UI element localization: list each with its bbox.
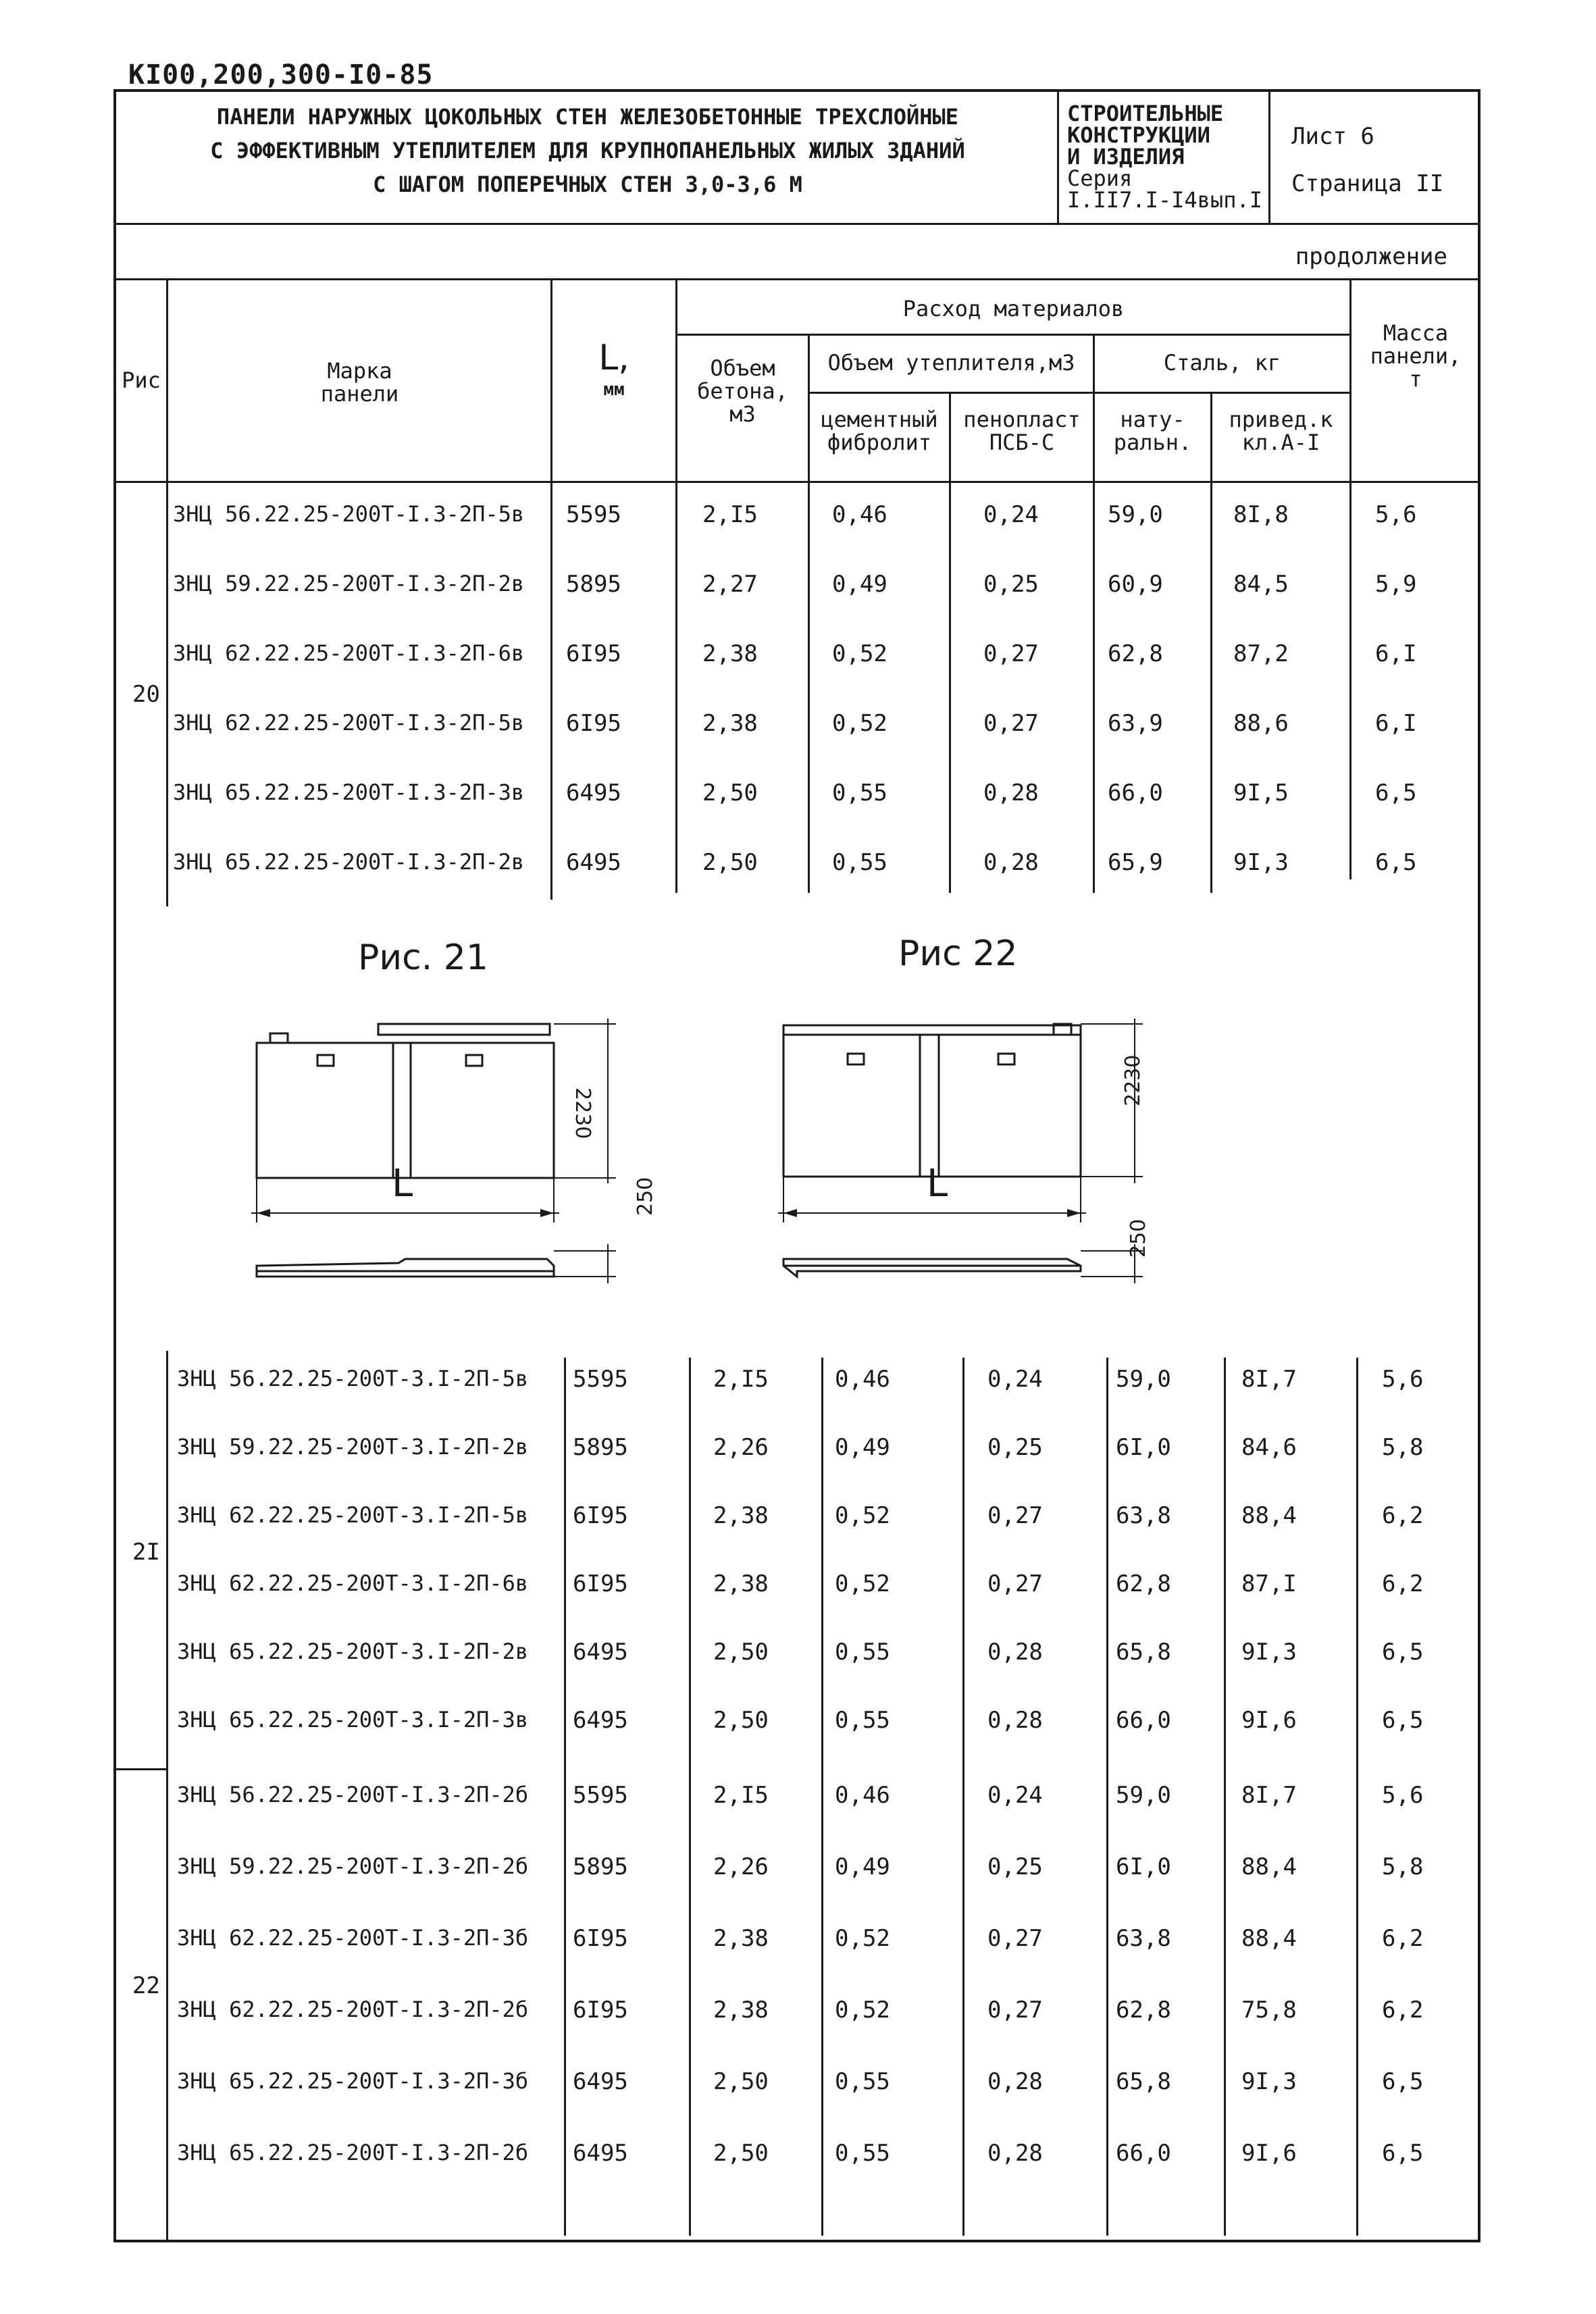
cell-mark: ЗНЦ 62.22.25-200Т-I.3-2П-5в	[173, 710, 525, 736]
cell-mass: 5,9	[1375, 571, 1417, 598]
header-mass-line: т	[1409, 366, 1422, 392]
header-reduced-line: кл.А-I	[1241, 430, 1320, 455]
header-materials: Расход материалов	[902, 296, 1125, 322]
cell-nat: 59,0	[1108, 501, 1163, 528]
header-mark-line: панели	[320, 381, 399, 407]
cell-cem: 0,49	[835, 1853, 890, 1880]
cell-red: 88,4	[1241, 1853, 1297, 1880]
header-concrete-line: м3	[729, 401, 756, 427]
header-length-symbol: L,	[598, 338, 629, 378]
header-concrete-line: Объем	[710, 355, 775, 381]
cell-beton: 2,26	[713, 1434, 769, 1461]
cell-red: 87,2	[1233, 640, 1289, 667]
cell-mark: ЗНЦ 65.22.25-200Т-I.3-2П-3в	[173, 779, 525, 805]
cell-red: 9I,3	[1233, 849, 1289, 876]
header-mark-line: Марка	[327, 358, 392, 384]
cell-cem: 0,55	[835, 2140, 890, 2167]
cell-mass: 6,I	[1375, 640, 1417, 667]
header-mass-line: панели,	[1370, 343, 1462, 369]
cell-l: 5595	[573, 1366, 628, 1393]
cell-beton: 2,27	[702, 571, 758, 598]
cell-nat: 59,0	[1116, 1366, 1171, 1393]
cell-foam: 0,24	[987, 1366, 1043, 1393]
cell-cem: 0,52	[835, 1570, 890, 1597]
cell-beton: 2,38	[713, 1502, 769, 1529]
cell-beton: 2,50	[713, 2140, 769, 2167]
cell-foam: 0,28	[987, 1639, 1043, 1666]
cell-red: 9I,6	[1241, 1707, 1297, 1734]
cell-beton: 2,38	[713, 1570, 769, 1597]
cell-red: 88,4	[1241, 1925, 1297, 1952]
cell-beton: 2,38	[713, 1997, 769, 2024]
cell-beton: 2,50	[702, 779, 758, 806]
header-reduced-line: привед.к	[1229, 407, 1333, 432]
cell-mark: ЗНЦ 62.22.25-200Т-I.3-2П-2б	[177, 1997, 529, 2022]
header-fig: Рис	[122, 367, 161, 393]
cell-mass: 6,I	[1375, 710, 1417, 737]
cell-l: 6495	[573, 1707, 628, 1734]
cell-mass: 6,2	[1382, 1997, 1424, 2024]
title-line: ПАНЕЛИ НАРУЖНЫХ ЦОКОЛЬНЫХ СТЕН ЖЕЛЕЗОБЕТОННЫЕ ТРЕХСЛОЙНЫЕ	[216, 104, 959, 130]
cell-mark: ЗНЦ 59.22.25-200Т-I.3-2П-2в	[173, 571, 525, 596]
cell-foam: 0,28	[983, 779, 1039, 806]
figure-21-height-dim: 2230	[571, 1087, 594, 1139]
cell-mass: 5,6	[1375, 501, 1417, 528]
header-natural	[1095, 408, 1210, 454]
cell-nat: 6I,0	[1116, 1434, 1171, 1461]
figure-21-label: Рис. 21	[358, 937, 488, 978]
cell-nat: 63,9	[1108, 710, 1163, 737]
cell-l: 6495	[573, 2140, 628, 2167]
cell-l: 6I95	[573, 1997, 628, 2024]
cell-mass: 6,5	[1375, 849, 1417, 876]
cell-mark: ЗНЦ 56.22.25-200Т-I.3-2П-2б	[177, 1782, 529, 1807]
group-label-20: 20	[132, 681, 160, 708]
category-line: И ИЗДЕЛИЯ	[1067, 144, 1185, 170]
header-length-unit: мм	[603, 380, 625, 400]
sheet-number: Лист 6	[1291, 123, 1374, 150]
cell-beton: 2,I5	[702, 501, 758, 528]
header-mark	[169, 359, 550, 405]
cell-foam: 0,28	[987, 2140, 1043, 2167]
header-concrete-line: бетона,	[697, 378, 788, 404]
cell-foam: 0,27	[987, 1997, 1043, 2024]
cell-mass: 6,5	[1375, 779, 1417, 806]
header-cement-line: фибролит	[827, 430, 932, 455]
figure-21-drawing	[243, 1006, 648, 1304]
cell-mass: 5,6	[1382, 1782, 1424, 1809]
cell-red: 9I,3	[1241, 1639, 1297, 1666]
cell-l: 6I95	[566, 640, 621, 667]
cell-nat: 62,8	[1108, 640, 1163, 667]
category-line: СТРОИТЕЛЬНЫЕ	[1067, 101, 1224, 126]
header-steel: Сталь, кг	[1163, 350, 1281, 376]
series-block	[1067, 103, 1270, 211]
header-cement-line: цементный	[821, 407, 938, 432]
cell-foam: 0,27	[983, 640, 1039, 667]
cell-beton: 2,I5	[713, 1366, 769, 1393]
figure-22-thickness-dim: 250	[1127, 1218, 1150, 1258]
cell-mass: 6,2	[1382, 1502, 1424, 1529]
cell-foam: 0,25	[987, 1434, 1043, 1461]
cell-nat: 62,8	[1116, 1570, 1171, 1597]
cell-cem: 0,49	[835, 1434, 890, 1461]
cell-foam: 0,28	[987, 2068, 1043, 2095]
cell-cem: 0,49	[832, 571, 887, 598]
cell-mark: ЗНЦ 62.22.25-200Т-I.3-2П-6в	[173, 640, 525, 666]
cell-mark: ЗНЦ 65.22.25-200Т-I.3-2П-2б	[177, 2140, 529, 2165]
document-title	[122, 100, 1054, 201]
cell-l: 6I95	[566, 710, 621, 737]
cell-beton: 2,26	[713, 1853, 769, 1880]
cell-red: 84,6	[1241, 1434, 1297, 1461]
cell-l: 6495	[566, 849, 621, 876]
cell-red: 87,I	[1241, 1570, 1297, 1597]
cell-cem: 0,55	[835, 1707, 890, 1734]
group-label-21: 2I	[132, 1539, 160, 1566]
cell-mark: ЗНЦ 65.22.25-200Т-I.3-2П-3б	[177, 2068, 529, 2094]
header-foam-line: ПСБ-С	[989, 430, 1055, 455]
cell-nat: 65,9	[1108, 849, 1163, 876]
cell-red: 9I,5	[1233, 779, 1289, 806]
category-line: Серия	[1067, 165, 1133, 191]
cell-foam: 0,24	[983, 501, 1039, 528]
figure-22-height-dim: 2230	[1121, 1054, 1145, 1106]
cell-mark: ЗНЦ 65.22.25-200Т-3.I-2П-2в	[177, 1639, 529, 1664]
cell-foam: 0,27	[987, 1925, 1043, 1952]
cell-red: 8I,7	[1241, 1782, 1297, 1809]
continuation-label: продолжение	[1295, 243, 1447, 270]
header-foam	[951, 408, 1093, 454]
cell-mass: 6,5	[1382, 1639, 1424, 1666]
cell-nat: 63,8	[1116, 1502, 1171, 1529]
cell-mark: ЗНЦ 56.22.25-200Т-3.I-2П-5в	[177, 1366, 529, 1391]
cell-beton: 2,38	[702, 710, 758, 737]
cell-mass: 5,6	[1382, 1366, 1424, 1393]
cell-cem: 0,55	[835, 2068, 890, 2095]
document-code: KI00,200,300-I0-85	[128, 59, 434, 91]
group-label-22: 22	[132, 1972, 160, 1999]
header-natural-line: ральн.	[1113, 430, 1192, 455]
cell-nat: 62,8	[1116, 1997, 1171, 2024]
cell-mark: ЗНЦ 65.22.25-200Т-3.I-2П-3в	[177, 1707, 529, 1732]
cell-nat: 66,0	[1108, 779, 1163, 806]
figure-22-length-dim: L	[927, 1162, 948, 1206]
cell-nat: 65,8	[1116, 1639, 1171, 1666]
cell-beton: 2,I5	[713, 1782, 769, 1809]
cell-mark: ЗНЦ 62.22.25-200Т-3.I-2П-5в	[177, 1502, 529, 1528]
header-length	[552, 338, 675, 401]
cell-foam: 0,28	[987, 1707, 1043, 1734]
cell-cem: 0,55	[832, 779, 887, 806]
cell-mark: ЗНЦ 62.22.25-200Т-I.3-2П-3б	[177, 1925, 529, 1951]
cell-l: 5595	[573, 1782, 628, 1809]
cell-l: 6I95	[573, 1502, 628, 1529]
cell-mass: 6,2	[1382, 1925, 1424, 1952]
cell-beton: 2,38	[702, 640, 758, 667]
cell-foam: 0,27	[983, 710, 1039, 737]
header-concrete	[677, 357, 808, 426]
header-insulation: Объем утеплителя,м3	[827, 350, 1075, 376]
cell-foam: 0,24	[987, 1782, 1043, 1809]
cell-red: 88,6	[1233, 710, 1289, 737]
cell-cem: 0,52	[832, 710, 887, 737]
header-mass	[1352, 322, 1480, 390]
cell-beton: 2,50	[713, 1639, 769, 1666]
cell-nat: 6I,0	[1116, 1853, 1171, 1880]
cell-foam: 0,28	[983, 849, 1039, 876]
cell-mass: 6,5	[1382, 1707, 1424, 1734]
cell-beton: 2,38	[713, 1925, 769, 1952]
cell-cem: 0,52	[832, 640, 887, 667]
cell-mark: ЗНЦ 59.22.25-200Т-3.I-2П-2в	[177, 1434, 529, 1460]
cell-l: 6495	[573, 2068, 628, 2095]
cell-nat: 60,9	[1108, 571, 1163, 598]
cell-red: 8I,7	[1241, 1366, 1297, 1393]
cell-beton: 2,50	[702, 849, 758, 876]
cell-foam: 0,27	[987, 1502, 1043, 1529]
cell-cem: 0,55	[832, 849, 887, 876]
cell-cem: 0,52	[835, 1502, 890, 1529]
page-number: Страница II	[1291, 170, 1444, 197]
cell-cem: 0,46	[835, 1782, 890, 1809]
cell-beton: 2,50	[713, 1707, 769, 1734]
cell-l: 5895	[566, 571, 621, 598]
cell-foam: 0,25	[983, 571, 1039, 598]
cell-l: 5895	[573, 1853, 628, 1880]
cell-red: 75,8	[1241, 1997, 1297, 2024]
cell-foam: 0,25	[987, 1853, 1043, 1880]
cell-nat: 65,8	[1116, 2068, 1171, 2095]
cell-cem: 0,55	[835, 1639, 890, 1666]
cell-cem: 0,52	[835, 1997, 890, 2024]
title-line: С ЭФФЕКТИВНЫМ УТЕПЛИТЕЛЕМ ДЛЯ КРУПНОПАНЕЛЬНЫХ ЖИЛЫХ ЗДАНИЙ	[210, 138, 965, 163]
cell-foam: 0,27	[987, 1570, 1043, 1597]
category-line: КОНСТРУКЦИИ	[1067, 122, 1210, 148]
title-line: С ШАГОМ ПОПЕРЕЧНЫХ СТЕН 3,0-3,6 М	[373, 172, 802, 197]
cell-mark: ЗНЦ 62.22.25-200Т-3.I-2П-6в	[177, 1570, 529, 1596]
cell-nat: 66,0	[1116, 2140, 1171, 2167]
cell-l: 5595	[566, 501, 621, 528]
cell-nat: 63,8	[1116, 1925, 1171, 1952]
cell-mass: 6,2	[1382, 1570, 1424, 1597]
cell-red: 9I,6	[1241, 2140, 1297, 2167]
cell-mark: ЗНЦ 59.22.25-200Т-I.3-2П-2б	[177, 1853, 529, 1879]
figure-21-length-dim: L	[392, 1162, 413, 1206]
figure-21-thickness-dim: 250	[634, 1177, 657, 1216]
cell-beton: 2,50	[713, 2068, 769, 2095]
header-reduced	[1212, 408, 1349, 454]
cell-l: 6495	[566, 779, 621, 806]
header-foam-line: пенопласт	[963, 407, 1081, 432]
cell-l: 6I95	[573, 1570, 628, 1597]
cell-nat: 59,0	[1116, 1782, 1171, 1809]
header-mass-line: Масса	[1383, 320, 1449, 346]
cell-cem: 0,46	[835, 1366, 890, 1393]
cell-nat: 66,0	[1116, 1707, 1171, 1734]
figure-22-drawing	[770, 1006, 1175, 1304]
cell-red: 9I,3	[1241, 2068, 1297, 2095]
header-cement	[810, 408, 949, 454]
figure-22-label: Рис 22	[898, 933, 1018, 974]
cell-red: 8I,8	[1233, 501, 1289, 528]
series-number: I.II7.I-I4вып.I	[1067, 187, 1262, 213]
cell-mass: 5,8	[1382, 1853, 1424, 1880]
cell-cem: 0,46	[832, 501, 887, 528]
header-natural-line: нату-	[1120, 407, 1185, 432]
cell-red: 84,5	[1233, 571, 1289, 598]
cell-red: 88,4	[1241, 1502, 1297, 1529]
cell-mark: ЗНЦ 56.22.25-200Т-I.3-2П-5в	[173, 501, 525, 527]
cell-mass: 5,8	[1382, 1434, 1424, 1461]
cell-mass: 6,5	[1382, 2068, 1424, 2095]
cell-mass: 6,5	[1382, 2140, 1424, 2167]
cell-mark: ЗНЦ 65.22.25-200Т-I.3-2П-2в	[173, 849, 525, 875]
cell-l: 6I95	[573, 1925, 628, 1952]
cell-l: 6495	[573, 1639, 628, 1666]
cell-l: 5895	[573, 1434, 628, 1461]
cell-cem: 0,52	[835, 1925, 890, 1952]
